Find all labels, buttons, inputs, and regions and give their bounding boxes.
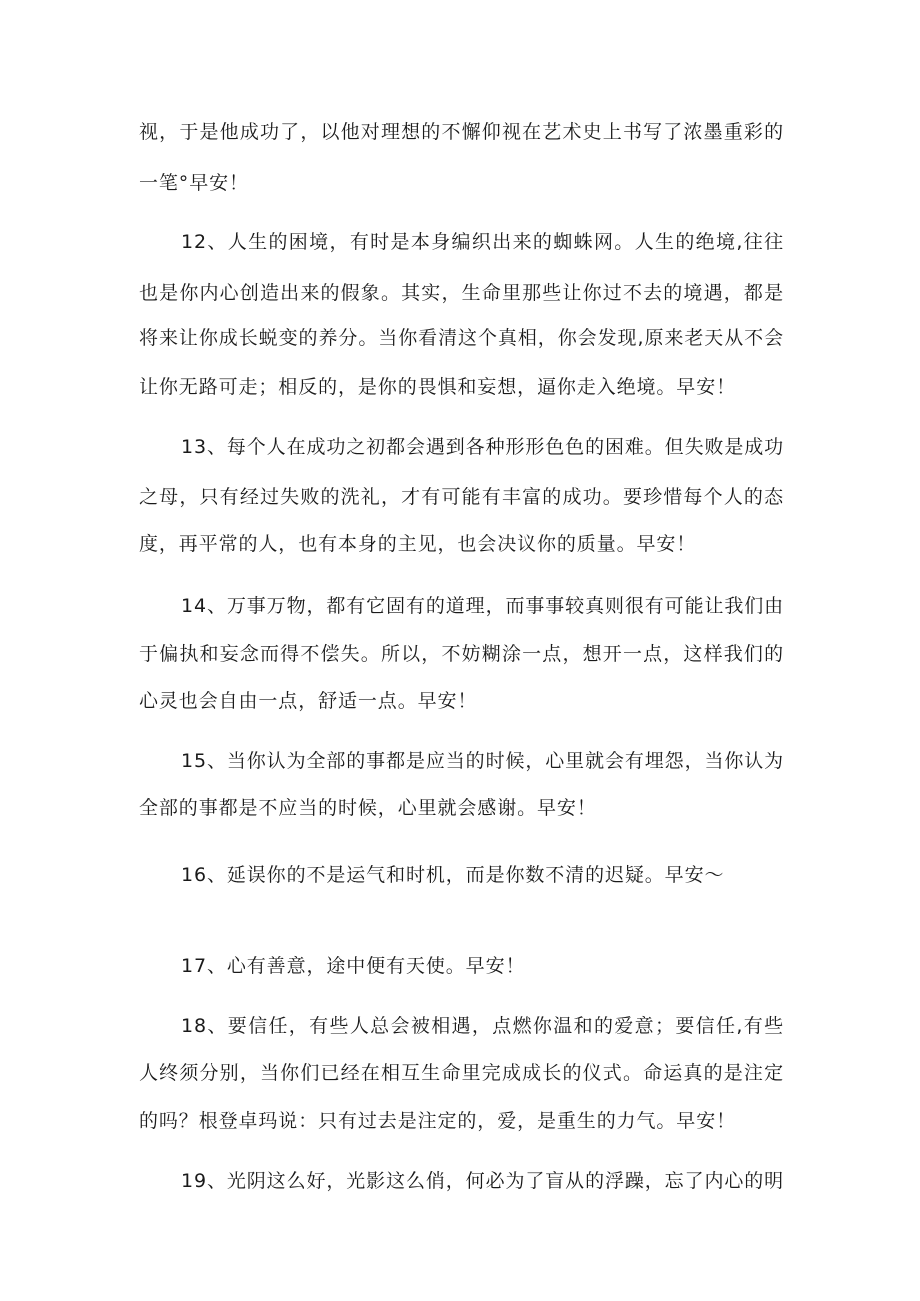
paragraph-18-line-1: 18、要信任，有些人总会被相遇，点燃你温和的爱意；要信任,有些	[181, 1015, 784, 1037]
paragraph-15-line-1: 15、当你认为全部的事都是应当的时候，心里就会有埋怨，当你认为	[181, 750, 785, 772]
paragraph-18-line-3: 的吗？根登卓玛说：只有过去是注定的，爱，是重生的力气。早安！	[139, 1110, 737, 1132]
paragraph-15-line-2: 全部的事都是不应当的时候，心里就会感谢。早安！	[139, 797, 597, 819]
paragraph-14-line-1: 14、万事万物，都有它固有的道理，而事事较真则很有可能让我们由	[181, 595, 785, 617]
paragraph-11-line-1: 视，于是他成功了，以他对理想的不懈仰视在艺术史上书写了浓墨重彩的	[139, 121, 784, 143]
paragraph-12-line-3: 将来让你成长蜕变的养分。当你看清这个真相，你会发现,原来老天从不会	[139, 327, 784, 349]
paragraph-12-line-2: 也是你内心创造出来的假象。其实，生命里那些让你过不去的境遇，都是	[139, 282, 784, 304]
paragraph-16-line-1: 16、延误你的不是运气和时机，而是你数不清的迟疑。早安～	[181, 864, 725, 886]
paragraph-14-line-3: 心灵也会自由一点，舒适一点。早安！	[139, 690, 478, 712]
paragraph-12-line-4: 让你无路可走；相反的，是你的畏惧和妄想，逼你走入绝境。早安！	[139, 376, 737, 398]
paragraph-13-line-1: 13、每个人在成功之初都会遇到各种形形色色的困难。但失败是成功	[181, 436, 785, 458]
paragraph-12-line-1: 12、人生的困境，有时是本身编织出来的蜘蛛网。人生的绝境,往往	[181, 231, 784, 253]
paragraph-13-line-3: 度，再平常的人，也有本身的主见，也会决议你的质量。早安！	[139, 533, 697, 555]
paragraph-11-line-2: 一笔°早安！	[139, 172, 249, 194]
paragraph-13-line-2: 之母，只有经过失败的洗礼，才有可能有丰富的成功。要珍惜每个人的态	[139, 486, 784, 508]
paragraph-17-line-1: 17、心有善意，途中便有天使。早安！	[181, 955, 526, 977]
paragraph-18-line-2: 人终须分别，当你们已经在相互生命里完成成长的仪式。命运真的是注定	[139, 1062, 784, 1084]
paragraph-19-line-1: 19、光阴这么好，光影这么俏，何必为了盲从的浮躁，忘了内心的明	[181, 1170, 785, 1192]
paragraph-14-line-2: 于偏执和妄念而得不偿失。所以，不妨糊涂一点，想开一点，这样我们的	[139, 643, 784, 665]
